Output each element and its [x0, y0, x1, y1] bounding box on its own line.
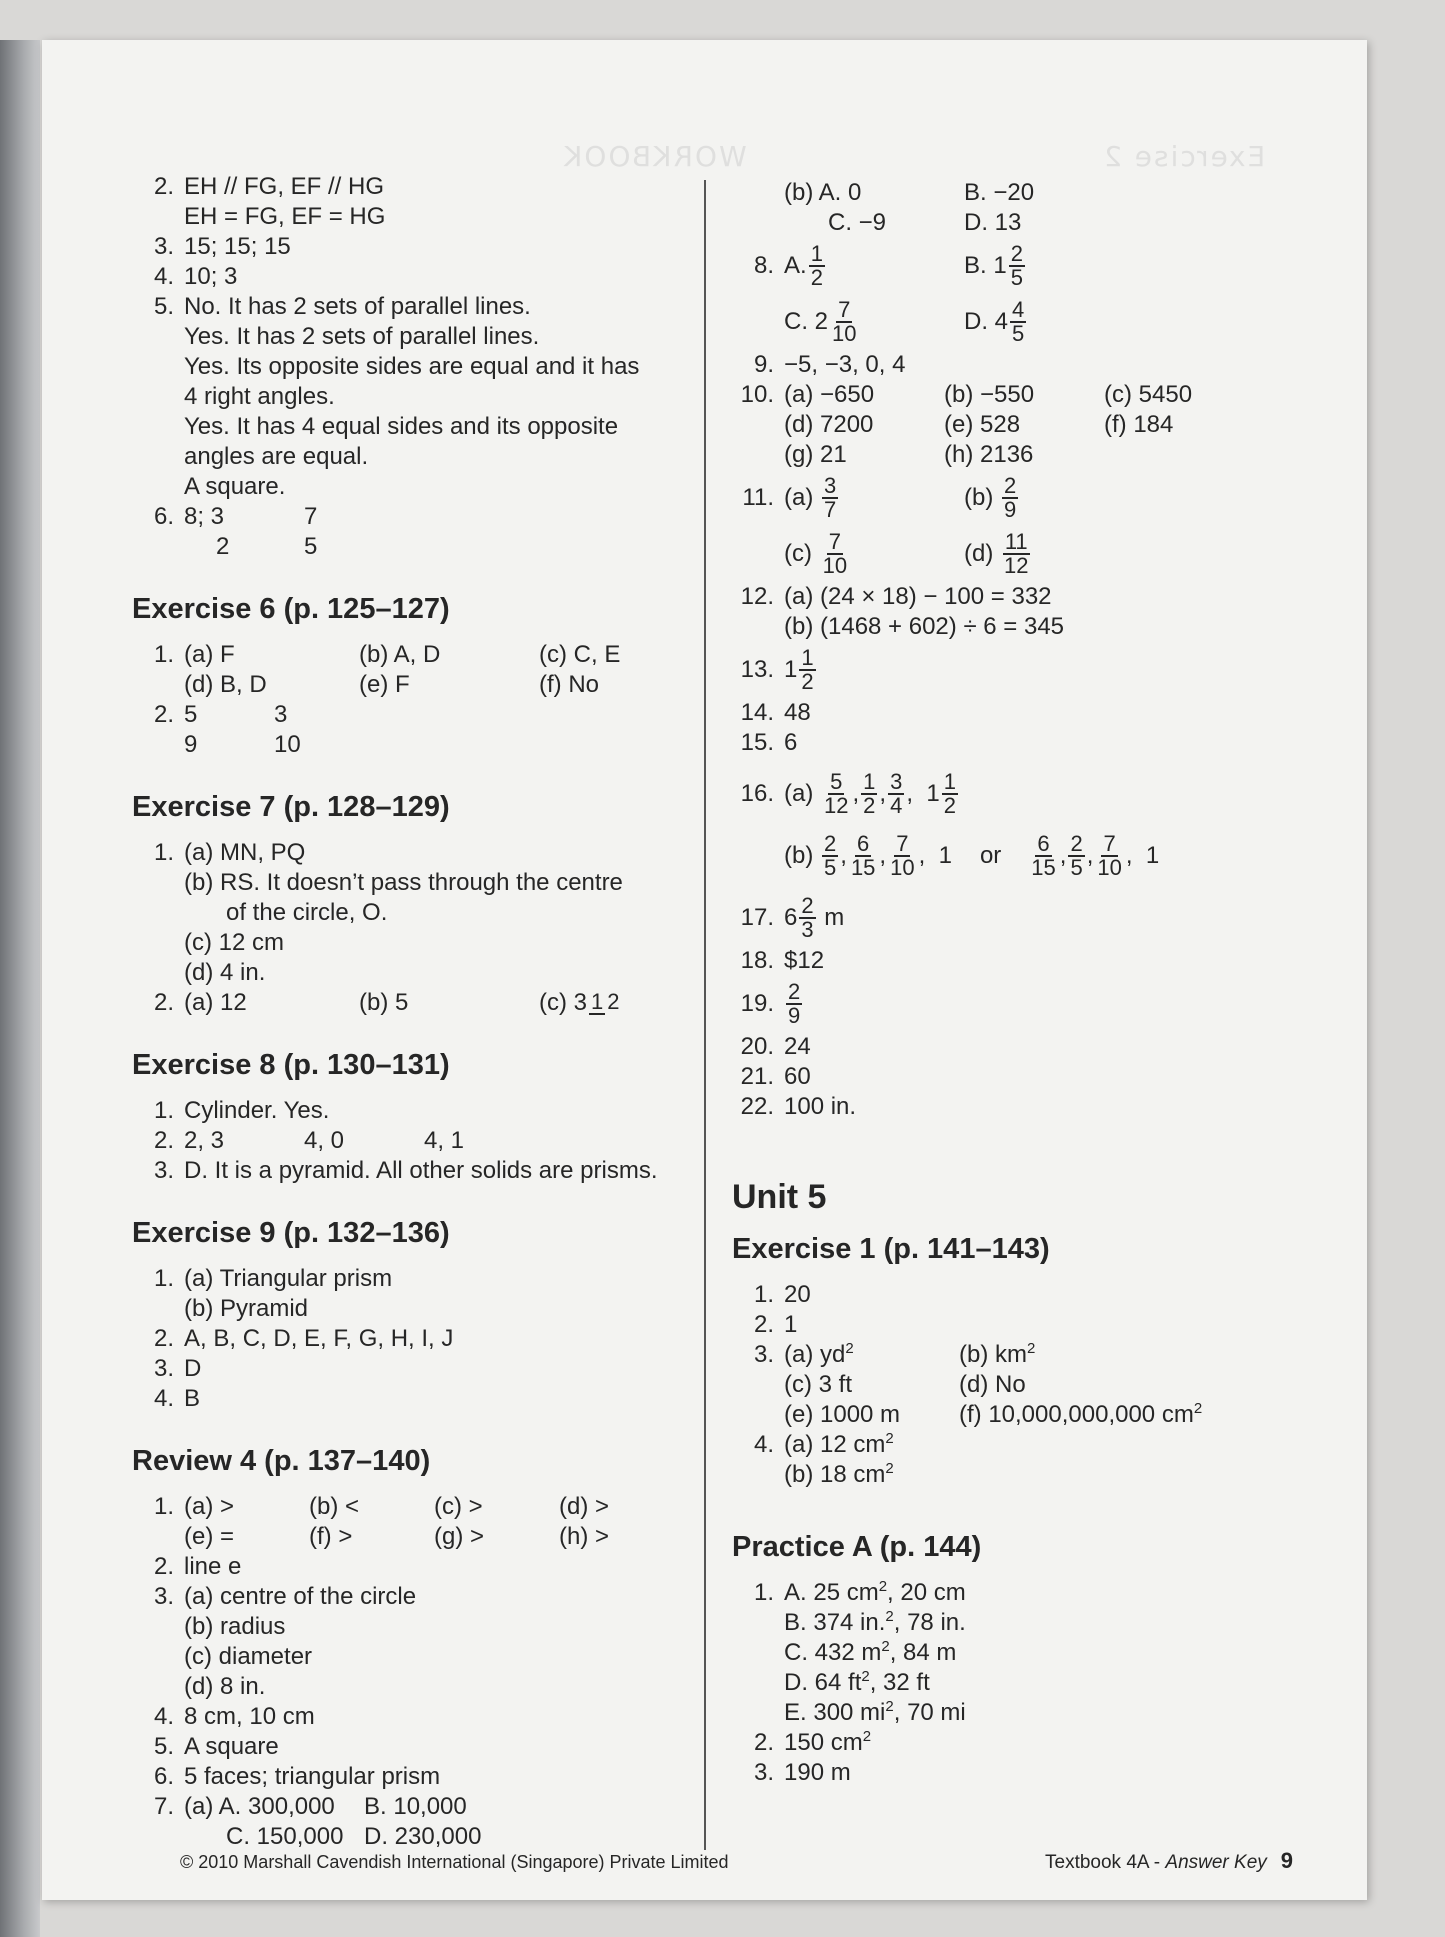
right-column	[732, 178, 1322, 1788]
answer-item: 13. 1 $\frac{1}{2}$	[740, 645, 814, 694]
fraction: 1 2	[591, 989, 620, 1014]
book-binding	[0, 40, 40, 1937]
show-through-text: WORKBOOK	[562, 140, 747, 173]
answer-item: 18. $12	[740, 947, 825, 974]
section-heading: Exercise 7 (p. 128–129)	[132, 791, 450, 823]
answer-item: 12. (a) (24 × 18) − 100 = 332 (b) (1468 + 602) ÷ 6 = 345	[740, 583, 1065, 640]
answer-item: 1. (a) Triangular prism (b) Pyramid	[153, 1265, 393, 1322]
answer-item: 5. No. It has 2 sets of parallel lines. Yes. It has 2 sets of parallel lines. Yes. Its opposite sides are equal and it has 4 right angles. Yes. It has 4 equal sides and its opposite angles are equal. A square.	[153, 293, 640, 500]
answer-item: 4. 8 cm, 10 cm	[153, 1703, 315, 1730]
page-footer: Textbook 4A - Answer Key 9	[1045, 1848, 1294, 1873]
unit-heading: Unit 5	[732, 1178, 827, 1216]
answer-item: 9. −5, −3, 0, 4	[753, 351, 906, 378]
answer-item: 2. A, B, C, D, E, F, G, H, I, J	[153, 1325, 454, 1352]
section-heading: Practice A (p. 144)	[732, 1531, 982, 1563]
answer-item: 2. 150 $cm^2$	[753, 1728, 872, 1756]
answer-item: 21. 60	[740, 1063, 811, 1090]
answer-item: 2. EH // FG, EF // HG EH = FG, EF = HG	[153, 173, 386, 230]
answer-item: (b) A. 0 B. −20 C. −9 D. 13	[784, 179, 1035, 236]
answer-item: 14. 48	[740, 699, 811, 726]
answer-item: 22. 100 in.	[740, 1093, 857, 1120]
answer-item: 19. $\frac{2}{9}$	[740, 979, 801, 1028]
answer-item: 3. D. It is a pyramid. All other solids are prisms.	[153, 1157, 658, 1184]
answer-item: 15. 6	[740, 729, 798, 756]
answer-item: 4. 10; 3	[153, 263, 238, 290]
answer-item: 4. B	[153, 1385, 201, 1412]
section-heading: Exercise 8 (p. 130–131)	[132, 1049, 450, 1081]
answer-item: 20. 24	[740, 1033, 811, 1060]
answer-item: 1. (a) F (b) A, D (c) C, E (d) B, D (e) F (f) No	[153, 641, 621, 698]
answer-item: 2. (a) 12 (b) 5 (c) 3 1 2	[153, 989, 620, 1016]
answer-item: 3. (a) centre of the circle (b) radius (c) diameter (d) 8 in.	[153, 1583, 417, 1700]
answer-item: 5. A square	[153, 1733, 279, 1760]
answer-item: 1. 20	[753, 1281, 811, 1308]
answer-item: 4. (a) 12 $cm^2$ (b) 18 $cm^2$	[753, 1430, 894, 1488]
answer-item: 6. 8; 3 7 2 5	[153, 503, 318, 560]
answer-item: 1. A. 25 $cm^2$, 20 cm B. 374 in.$^2$, 78 in. C. 432 $m^2$, 84 m D. 64 $ft^2$, 32 ft E. 300 $mi^2$, 70 mi	[753, 1578, 966, 1726]
answer-item: 1. (a) MN, PQ (b) RS. It doesn’t pass through the centre of the circle, O. (c) 12 cm (d) 4 in.	[153, 839, 623, 986]
section-heading: Review 4 (p. 137–140)	[132, 1445, 431, 1477]
copyright-notice: © 2010 Marshall Cavendish International (Singapore) Private Limited	[180, 1852, 729, 1872]
answer-item: 6. 5 faces; triangular prism	[153, 1763, 441, 1790]
answer-item: 1. (a) > (b) < (c) > (d) > (e) = (f) > (g) > (h) >	[153, 1493, 610, 1550]
answer-item: 10. (a) −650 (b) −550 (c) 5450 (d) 7200 (e) 528 (f) 184 (g) 21 (h) 2136	[740, 381, 1193, 468]
section-heading: Exercise 1 (p. 141–143)	[732, 1233, 1050, 1265]
answer-item: 11. (a) $\frac{3}{7}$ (b) $\frac{2}{9}$	[742, 473, 1017, 522]
answer-key-page	[42, 40, 1367, 1900]
answer-item: 2. 2, 3 4, 0 4, 1	[153, 1127, 465, 1154]
answer-item: 2. 5 3 9 10	[153, 701, 301, 758]
show-through-text: Exercise 2	[1102, 140, 1266, 173]
column-divider	[704, 180, 706, 1850]
answer-item: (b) $\frac{2}{5}$ , $\frac{6}{15}$ , $\frac{7}{10}$ , 1 or $\frac{6}{15}$ , $\frac{2}{5}$ , $\frac{7}{10}$ , 1	[784, 831, 1160, 880]
answer-item: 3. (a) yd2 (b) km2 (c) 3 ft (d) No (e) 1000 m (f) 10,000,000,000 cm2	[753, 1340, 1203, 1428]
section-heading: Exercise 6 (p. 125–127)	[132, 593, 450, 625]
answer-item: C. 2 $\frac{7}{10}$ D. 4 $\frac{4}{5}$	[784, 297, 1025, 346]
left-column	[132, 172, 692, 1852]
answer-item: 3. D	[153, 1355, 202, 1382]
answer-item: 2. 1	[753, 1311, 798, 1338]
answer-item: 8. A. $\frac{1}{2}$ B. 1 $\frac{2}{5}$	[753, 241, 1023, 290]
answer-item: 3. 15; 15; 15	[153, 233, 291, 260]
section-heading: Exercise 9 (p. 132–136)	[132, 1217, 450, 1249]
answer-item: 16. (a) $\frac{5}{12}$ , $\frac{1}{2}$ , $\frac{3}{4}$ , 1 $\frac{1}{2}$	[740, 769, 956, 818]
answer-item: 3. 190 m	[753, 1759, 851, 1786]
answer-item: 17. 6 $\frac{2}{3}$ m	[740, 893, 845, 942]
answer-item: 1. Cylinder. Yes.	[153, 1097, 330, 1124]
answer-item: 2. line e	[153, 1553, 242, 1580]
page-number: 9	[1280, 1848, 1294, 1873]
answer-item: 7. (a) A. 300,000 B. 10,000 C. 150,000 D. 230,000	[153, 1793, 482, 1850]
answer-item: (c) $\frac{7}{10}$ (d) $\frac{11}{12}$	[784, 529, 1029, 578]
